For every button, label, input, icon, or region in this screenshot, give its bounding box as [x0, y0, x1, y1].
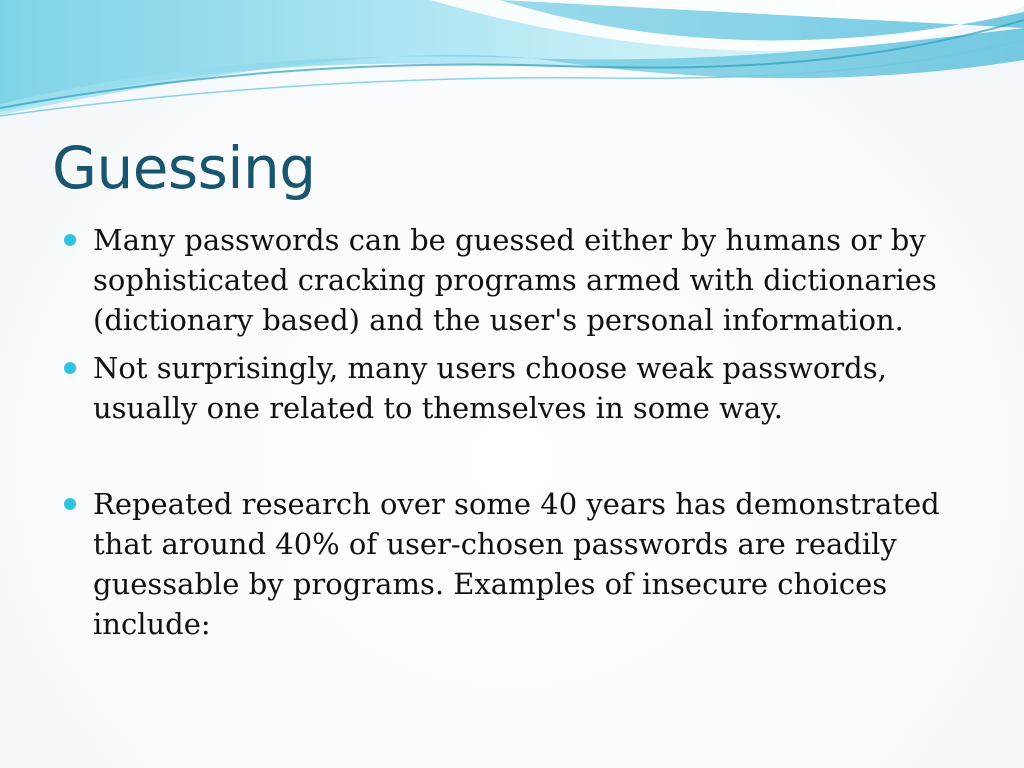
bullet-text: Many passwords can be guessed either by humans or by sophisticated cracking programs armed with dictionaries (dictionary based) and the user's personal information. [93, 223, 937, 337]
bullet-dot-icon [64, 498, 76, 510]
bullet-dot-icon [64, 362, 76, 374]
bullet-item [64, 348, 964, 428]
bullet-text: Not surprisingly, many users choose weak passwords, usually one related to themselves in some way. [93, 351, 887, 425]
slide-title: Guessing [52, 134, 316, 202]
bullet-list [64, 220, 964, 644]
bullet-dot-icon [64, 234, 76, 246]
bullet-item [64, 220, 964, 340]
wave-decoration-icon [0, 0, 1024, 130]
bullet-item [64, 484, 964, 644]
bullet-text: Repeated research over some 40 years has demonstrated that around 40% of user-chosen passwords are readily guessable by programs. Examples of insecure choices include: [93, 487, 940, 641]
